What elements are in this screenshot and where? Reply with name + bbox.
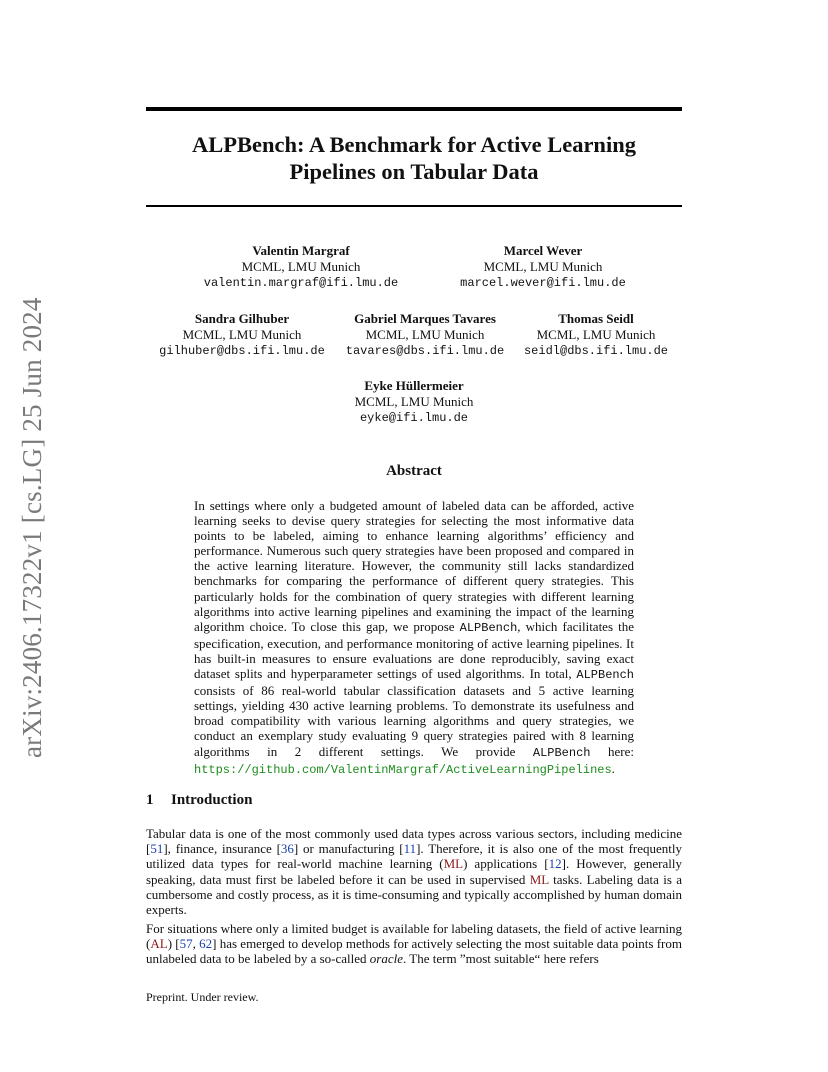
- abstract-text-part: here:: [590, 743, 634, 759]
- author-email[interactable]: gilhuber@dbs.ifi.lmu.de: [159, 344, 325, 358]
- paper-title-line-1: ALPBench: A Benchmark for Active Learning: [192, 132, 636, 157]
- paragraph-text: ]. Therefore, it is also one of the most frequently utilized data types for real-world machine learning (: [146, 841, 682, 872]
- abstract-text-part: , which facilitates the specification, execution, and performance monitoring of active learning pipelines. It has built-in measures to ensure evaluations are done reproducibly, saving exact dataset splits and hyperparameter settings of used algorithms. In total,: [194, 618, 634, 682]
- github-repository-link[interactable]: https://github.com/ValentinMargraf/ActiveLearningPipelines: [194, 762, 612, 777]
- author-block: [199, 243, 403, 291]
- citation-link[interactable]: 51: [150, 841, 164, 857]
- paragraph-text: ] or manufacturing [: [293, 841, 404, 857]
- paper-title-line-2: Pipelines on Tabular Data: [289, 159, 539, 184]
- paragraph-text: tasks. Labeling data is a cumbersome and costly process, as it is time-consuming and typically accomplished by human domain experts.: [146, 871, 682, 918]
- paragraph-text: ) applications [: [463, 856, 549, 872]
- alpbench-code-name: ALPBench: [532, 745, 591, 760]
- paragraph-text: For situations where only a limited budget is available for labeling datasets, the field of active learning (: [146, 921, 682, 952]
- section-heading-introduction: [146, 791, 682, 809]
- introduction-paragraph-1: [146, 826, 682, 917]
- author-email[interactable]: valentin.margraf@ifi.lmu.de: [203, 276, 399, 290]
- paragraph-text: ) [: [167, 936, 180, 952]
- paragraph-text: . The term ”most suitable“ here refers: [403, 951, 599, 967]
- paragraph-text: ] has emerged to develop methods for actively selecting the most suitable data points from unlabeled data to be labeled by a so-called: [146, 936, 682, 967]
- author-affiliation: MCML, LMU Munich: [365, 327, 485, 342]
- author-name: Marcel Wever: [503, 243, 583, 258]
- author-name: Thomas Seidl: [558, 311, 634, 326]
- abstract-text-part: consists of 86 real-world tabular classification datasets and 5 active learning settings, yielding 430 active learning problems. To demonstrate its usefulness and broad compatibility with various learning algorithms and query strategies, we conduct an exemplary study evaluating 9 query strategies paired with 8 learning algorithms in 2 different settings. We provide: [194, 683, 634, 759]
- introduction-paragraph-2: [146, 921, 682, 967]
- citation-link[interactable]: 12: [548, 856, 562, 872]
- emphasis-text: oracle: [369, 951, 404, 967]
- author-block: [516, 311, 676, 359]
- author-affiliation: MCML, LMU Munich: [182, 327, 302, 342]
- author-name: Sandra Gilhuber: [194, 311, 290, 326]
- section-title: Introduction: [171, 792, 253, 808]
- author-email[interactable]: eyke@ifi.lmu.de: [359, 411, 469, 425]
- paper-title: [146, 131, 682, 185]
- arxiv-identifier-stamp: arXiv:2406.17322v1 [cs.LG] 25 Jun 2024: [17, 297, 47, 758]
- author-name: Valentin Margraf: [252, 243, 350, 258]
- abstract-heading: Abstract: [386, 463, 442, 479]
- author-block: [441, 243, 645, 291]
- citation-link[interactable]: 36: [280, 841, 294, 857]
- acronym-link[interactable]: ML: [443, 856, 464, 872]
- alpbench-code-name: ALPBench: [459, 620, 518, 635]
- author-affiliation: MCML, LMU Munich: [241, 259, 361, 274]
- acronym-link[interactable]: AL: [150, 936, 168, 952]
- paragraph-text: ], finance, insurance [: [163, 841, 281, 857]
- paragraph-text: ]. However, generally speaking, data must first be labeled before it can be used in supervised: [146, 856, 682, 887]
- paragraph-text: Tabular data is one of the most commonly used data types across various sectors, including medicine [: [146, 826, 682, 857]
- author-block: [151, 311, 333, 359]
- author-affiliation: MCML, LMU Munich: [354, 394, 474, 409]
- acronym-link[interactable]: ML: [529, 871, 549, 887]
- abstract-text-part: In settings where only a budgeted amount of labeled data can be afforded, active learning seeks to devise query strategies for selecting the most informative data points to be labeled, aiming to enhance learning algorithms’ efficiency and performance. Numerous such query strategies have been proposed and compared in the active learning literature. However, the community still lacks standardized benchmarks for comparing the performance of different query strategies. This particularly holds for the combination of query strategies with different learning algorithms into active learning pipelines and examining the impact of the learning algorithm choice. To close this gap, we propose: [194, 498, 634, 634]
- author-block: [334, 378, 494, 426]
- citation-link[interactable]: 62: [199, 936, 213, 952]
- title-top-rule: [146, 107, 682, 111]
- title-bottom-rule: [146, 205, 682, 207]
- author-affiliation: MCML, LMU Munich: [536, 327, 656, 342]
- author-name: Eyke Hüllermeier: [364, 378, 464, 393]
- section-number: 1: [146, 792, 154, 808]
- page-footer: Preprint. Under review.: [146, 990, 259, 1004]
- abstract-text: [194, 498, 634, 778]
- author-name: Gabriel Marques Tavares: [354, 311, 496, 326]
- alpbench-code-name: ALPBench: [576, 668, 634, 683]
- citation-link[interactable]: 57: [179, 936, 193, 952]
- author-email[interactable]: seidl@dbs.ifi.lmu.de: [523, 344, 669, 358]
- abstract-text-part: .: [611, 760, 615, 776]
- citation-link[interactable]: 11: [403, 841, 417, 857]
- author-email[interactable]: marcel.wever@ifi.lmu.de: [460, 276, 626, 290]
- author-email[interactable]: tavares@dbs.ifi.lmu.de: [345, 344, 505, 358]
- author-block: [336, 311, 514, 359]
- paragraph-text: ,: [192, 936, 200, 952]
- author-affiliation: MCML, LMU Munich: [483, 259, 603, 274]
